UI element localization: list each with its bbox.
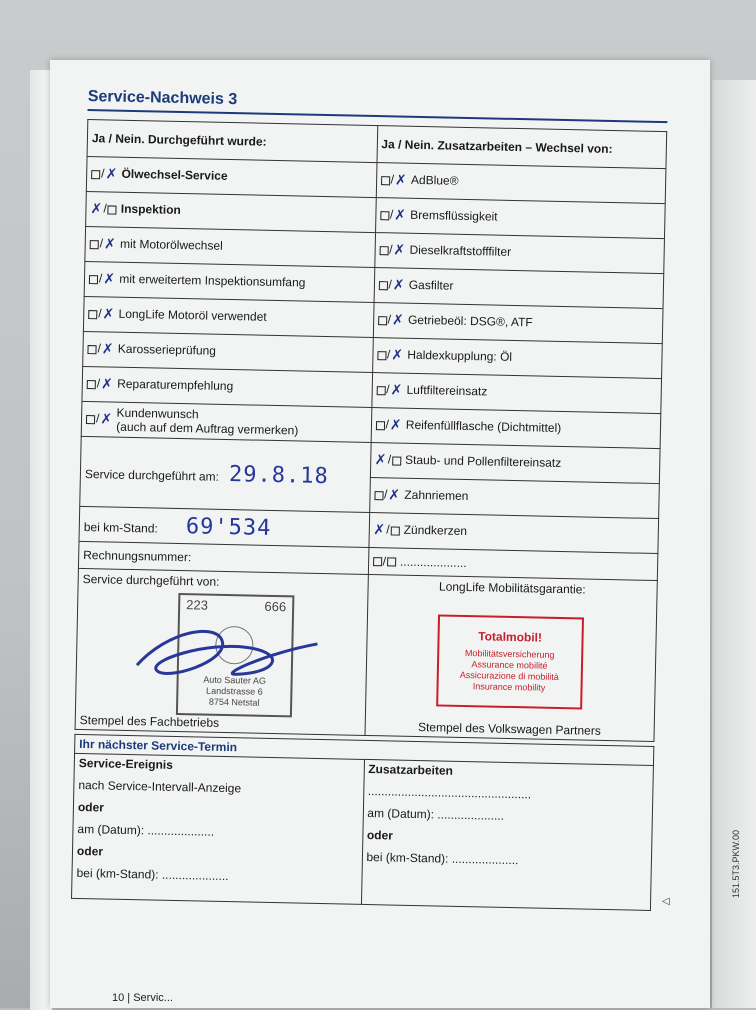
left-item: /✗ Karosserieprüfung bbox=[83, 331, 373, 372]
dealer-stamp-line1: Auto Sauter AG bbox=[203, 674, 266, 686]
page-footer: 10 | Servic... bbox=[112, 992, 173, 1004]
right-item: /✗ AdBlue® bbox=[376, 163, 666, 204]
totalmobil-line1: Mobilitätsversicherung bbox=[464, 648, 555, 660]
checkbox-icon bbox=[392, 456, 401, 465]
right-item: /✗ Dieselkraftstofffilter bbox=[374, 233, 664, 274]
additional-work-line: ................................................. bbox=[367, 784, 532, 802]
next-service-table bbox=[71, 734, 654, 911]
right-item-label: Luftfiltereinsatz bbox=[406, 382, 488, 399]
left-item: /✗ mit Motorölwechsel bbox=[85, 226, 375, 267]
right-item: ✗/ Zündkerzen bbox=[368, 512, 658, 553]
left-item: /✗ Kundenwunsch (auch auf dem Auftrag vermerken) bbox=[81, 401, 371, 442]
checkbox-icon bbox=[373, 557, 382, 566]
checkbox-icon bbox=[380, 211, 389, 220]
left-item: ✗/ Inspektion bbox=[86, 191, 376, 232]
cross-mark-icon: ✗ bbox=[90, 201, 103, 218]
checkbox-icon bbox=[387, 558, 396, 567]
service-date-label: Service durchgeführt am: bbox=[84, 467, 220, 484]
right-item-label: AdBlue® bbox=[410, 172, 459, 188]
cross-mark-icon: ✗ bbox=[100, 411, 113, 428]
km-label: bei km-Stand: bbox=[83, 519, 158, 536]
right-column-header: Ja / Nein. Zusatzarbeiten – Wechsel von: bbox=[377, 126, 667, 169]
right-item: /✗ Reifenfüllflasche (Dichtmittel) bbox=[371, 408, 661, 449]
cross-mark-icon: ✗ bbox=[390, 382, 403, 399]
dealer-stamp-num-left: 223 bbox=[186, 597, 209, 613]
checkbox-icon bbox=[375, 421, 384, 430]
cross-mark-icon: ✗ bbox=[388, 487, 401, 504]
invoice-label: Rechnungsnummer: bbox=[83, 548, 192, 565]
cross-mark-icon: ✗ bbox=[393, 242, 406, 259]
additional-work-line: am (Datum): .................... bbox=[367, 806, 505, 823]
service-date-value: 29.8.18 bbox=[228, 462, 329, 490]
service-form bbox=[71, 88, 668, 911]
dealer-stamp-caption: Stempel des Fachbetriebs bbox=[79, 712, 220, 730]
side-code: 151.5T3.PKW.00 bbox=[731, 829, 741, 898]
dealer-stamp-cell bbox=[75, 568, 368, 735]
checkbox-icon bbox=[376, 386, 385, 395]
service-event-line: bei (km-Stand): .................... bbox=[76, 865, 229, 884]
left-item-label: Karosserieprüfung bbox=[117, 341, 217, 358]
next-service-title: Ihr nächster Service-Termin bbox=[75, 734, 654, 765]
cross-mark-icon: ✗ bbox=[373, 522, 386, 539]
right-item: /✗ Luftfiltereinsatz bbox=[371, 373, 661, 414]
left-item: /✗ Reparaturempfehlung bbox=[82, 366, 372, 407]
additional-work-line: bei (km-Stand): .................... bbox=[366, 850, 519, 868]
left-item-label: LongLife Motoröl verwendet bbox=[118, 306, 267, 324]
checkbox-icon bbox=[87, 380, 96, 389]
dealer-stamp-num-right: 666 bbox=[264, 598, 287, 615]
right-item-label: Haldexkupplung: Öl bbox=[407, 347, 513, 365]
checkbox-icon bbox=[89, 275, 98, 284]
additional-work-cell bbox=[361, 759, 653, 910]
right-item-label: Getriebeöl: DSG®, ATF bbox=[407, 312, 533, 330]
cross-mark-icon: ✗ bbox=[391, 312, 404, 329]
vw-stamp-caption: Stempel des Volkswagen Partners bbox=[417, 720, 601, 738]
cross-mark-icon: ✗ bbox=[105, 166, 118, 183]
right-item-label: Gasfilter bbox=[408, 277, 454, 293]
right-item: / .................... bbox=[368, 547, 658, 580]
service-table bbox=[75, 119, 668, 742]
left-item-label: mit erweitertem Inspektionsumfang bbox=[119, 271, 306, 290]
left-item-sublabel: (auch auf dem Auftrag vermerken) bbox=[116, 419, 299, 438]
km-cell bbox=[79, 506, 369, 547]
additional-work-title: Zusatzarbeiten bbox=[368, 762, 454, 778]
right-item: /✗ Haldexkupplung: Öl bbox=[372, 338, 662, 379]
cross-mark-icon: ✗ bbox=[394, 207, 407, 224]
right-item-label: Zündkerzen bbox=[403, 522, 468, 539]
additional-work-line: oder bbox=[366, 828, 394, 843]
cross-mark-icon: ✗ bbox=[100, 376, 114, 393]
longlife-label: LongLife Mobilitätsgarantie: bbox=[438, 579, 586, 597]
left-column-header: Ja / Nein. Durchgeführt wurde: bbox=[87, 120, 377, 163]
right-item-label: Reifenfüllflasche (Dichtmittel) bbox=[405, 417, 562, 436]
right-item: /✗ Bremsflüssigkeit bbox=[375, 198, 665, 239]
vw-stamp-cell bbox=[365, 574, 658, 741]
right-item: /✗ Gasfilter bbox=[374, 268, 664, 309]
left-item-label: mit Motorölwechsel bbox=[119, 236, 223, 254]
cross-mark-icon: ✗ bbox=[394, 172, 407, 189]
checkbox-icon bbox=[378, 316, 387, 325]
checkbox-icon bbox=[108, 205, 117, 214]
cross-mark-icon: ✗ bbox=[374, 452, 387, 469]
right-item: /✗ Getriebeöl: DSG®, ATF bbox=[373, 303, 663, 344]
checkbox-icon bbox=[391, 526, 400, 535]
totalmobil-head: Totalmobil! bbox=[478, 629, 543, 645]
cross-mark-icon: ✗ bbox=[103, 271, 116, 288]
left-item: /✗ Ölwechsel-Service bbox=[86, 156, 376, 197]
checkbox-icon bbox=[91, 170, 100, 179]
right-item-label: Zahnriemen bbox=[404, 487, 469, 504]
left-item-label: Ölwechsel-Service bbox=[121, 166, 228, 184]
totalmobil-stamp bbox=[436, 614, 584, 709]
km-value: 69'534 bbox=[185, 513, 272, 541]
checkbox-icon bbox=[90, 240, 99, 249]
left-item-label: Inspektion bbox=[120, 201, 181, 218]
service-event-line: nach Service-Intervall-Anzeige bbox=[78, 777, 242, 796]
cross-mark-icon: ✗ bbox=[103, 236, 116, 253]
right-item-label: Bremsflüssigkeit bbox=[410, 207, 498, 224]
service-event-title: Service-Ereignis bbox=[78, 755, 174, 772]
checkbox-icon bbox=[86, 415, 95, 424]
service-event-line: am (Datum): .................... bbox=[77, 821, 215, 839]
totalmobil-line4: Insurance mobility bbox=[472, 681, 546, 693]
form-title: Service-Nachweis 3 bbox=[87, 88, 238, 109]
checkbox-icon bbox=[374, 491, 383, 500]
corner-triangle-icon: ◁ bbox=[662, 896, 670, 907]
checkbox-icon bbox=[87, 345, 96, 354]
left-item: /✗ mit erweitertem Inspektionsumfang bbox=[84, 261, 374, 302]
cross-mark-icon: ✗ bbox=[391, 347, 404, 364]
performed-by-label: Service durchgeführt von: bbox=[82, 571, 220, 589]
booklet-edge bbox=[30, 70, 52, 1010]
totalmobil-line2: Assurance mobilité bbox=[471, 659, 548, 671]
cross-mark-icon: ✗ bbox=[101, 341, 114, 358]
left-item: /✗ LongLife Motoröl verwendet bbox=[83, 296, 373, 337]
right-item-label: .................... bbox=[399, 554, 467, 571]
right-item-label: Dieselkraftstofffilter bbox=[409, 242, 512, 260]
right-item-label: Staub- und Pollenfiltereinsatz bbox=[404, 452, 562, 471]
left-item-label: Reparaturempfehlung bbox=[117, 376, 234, 394]
service-event-cell bbox=[72, 753, 364, 904]
checkbox-icon bbox=[379, 246, 388, 255]
cross-mark-icon: ✗ bbox=[102, 306, 115, 323]
dealer-stamp-line2: Landstrasse 6 bbox=[206, 685, 263, 697]
signature-icon bbox=[126, 610, 328, 704]
service-event-line: oder bbox=[76, 843, 104, 859]
checkbox-icon bbox=[381, 176, 390, 185]
service-date-cell bbox=[80, 436, 371, 512]
right-item: /✗ Zahnriemen bbox=[369, 477, 659, 518]
checkbox-icon bbox=[377, 351, 386, 360]
cross-mark-icon: ✗ bbox=[389, 417, 402, 434]
additional-work-lines bbox=[366, 784, 648, 870]
service-event-lines bbox=[76, 778, 359, 886]
dealer-stamp-line3: 8754 Netstal bbox=[208, 696, 260, 708]
checkbox-icon bbox=[378, 281, 387, 290]
right-item: ✗/ Staub- und Pollenfiltereinsatz bbox=[370, 442, 660, 483]
left-item-label: Kundenwunsch bbox=[116, 405, 199, 422]
totalmobil-line3: Assicurazione di mobilità bbox=[459, 669, 559, 682]
service-event-line: oder bbox=[77, 799, 105, 815]
cross-mark-icon: ✗ bbox=[392, 277, 405, 294]
checkbox-icon bbox=[88, 310, 97, 319]
